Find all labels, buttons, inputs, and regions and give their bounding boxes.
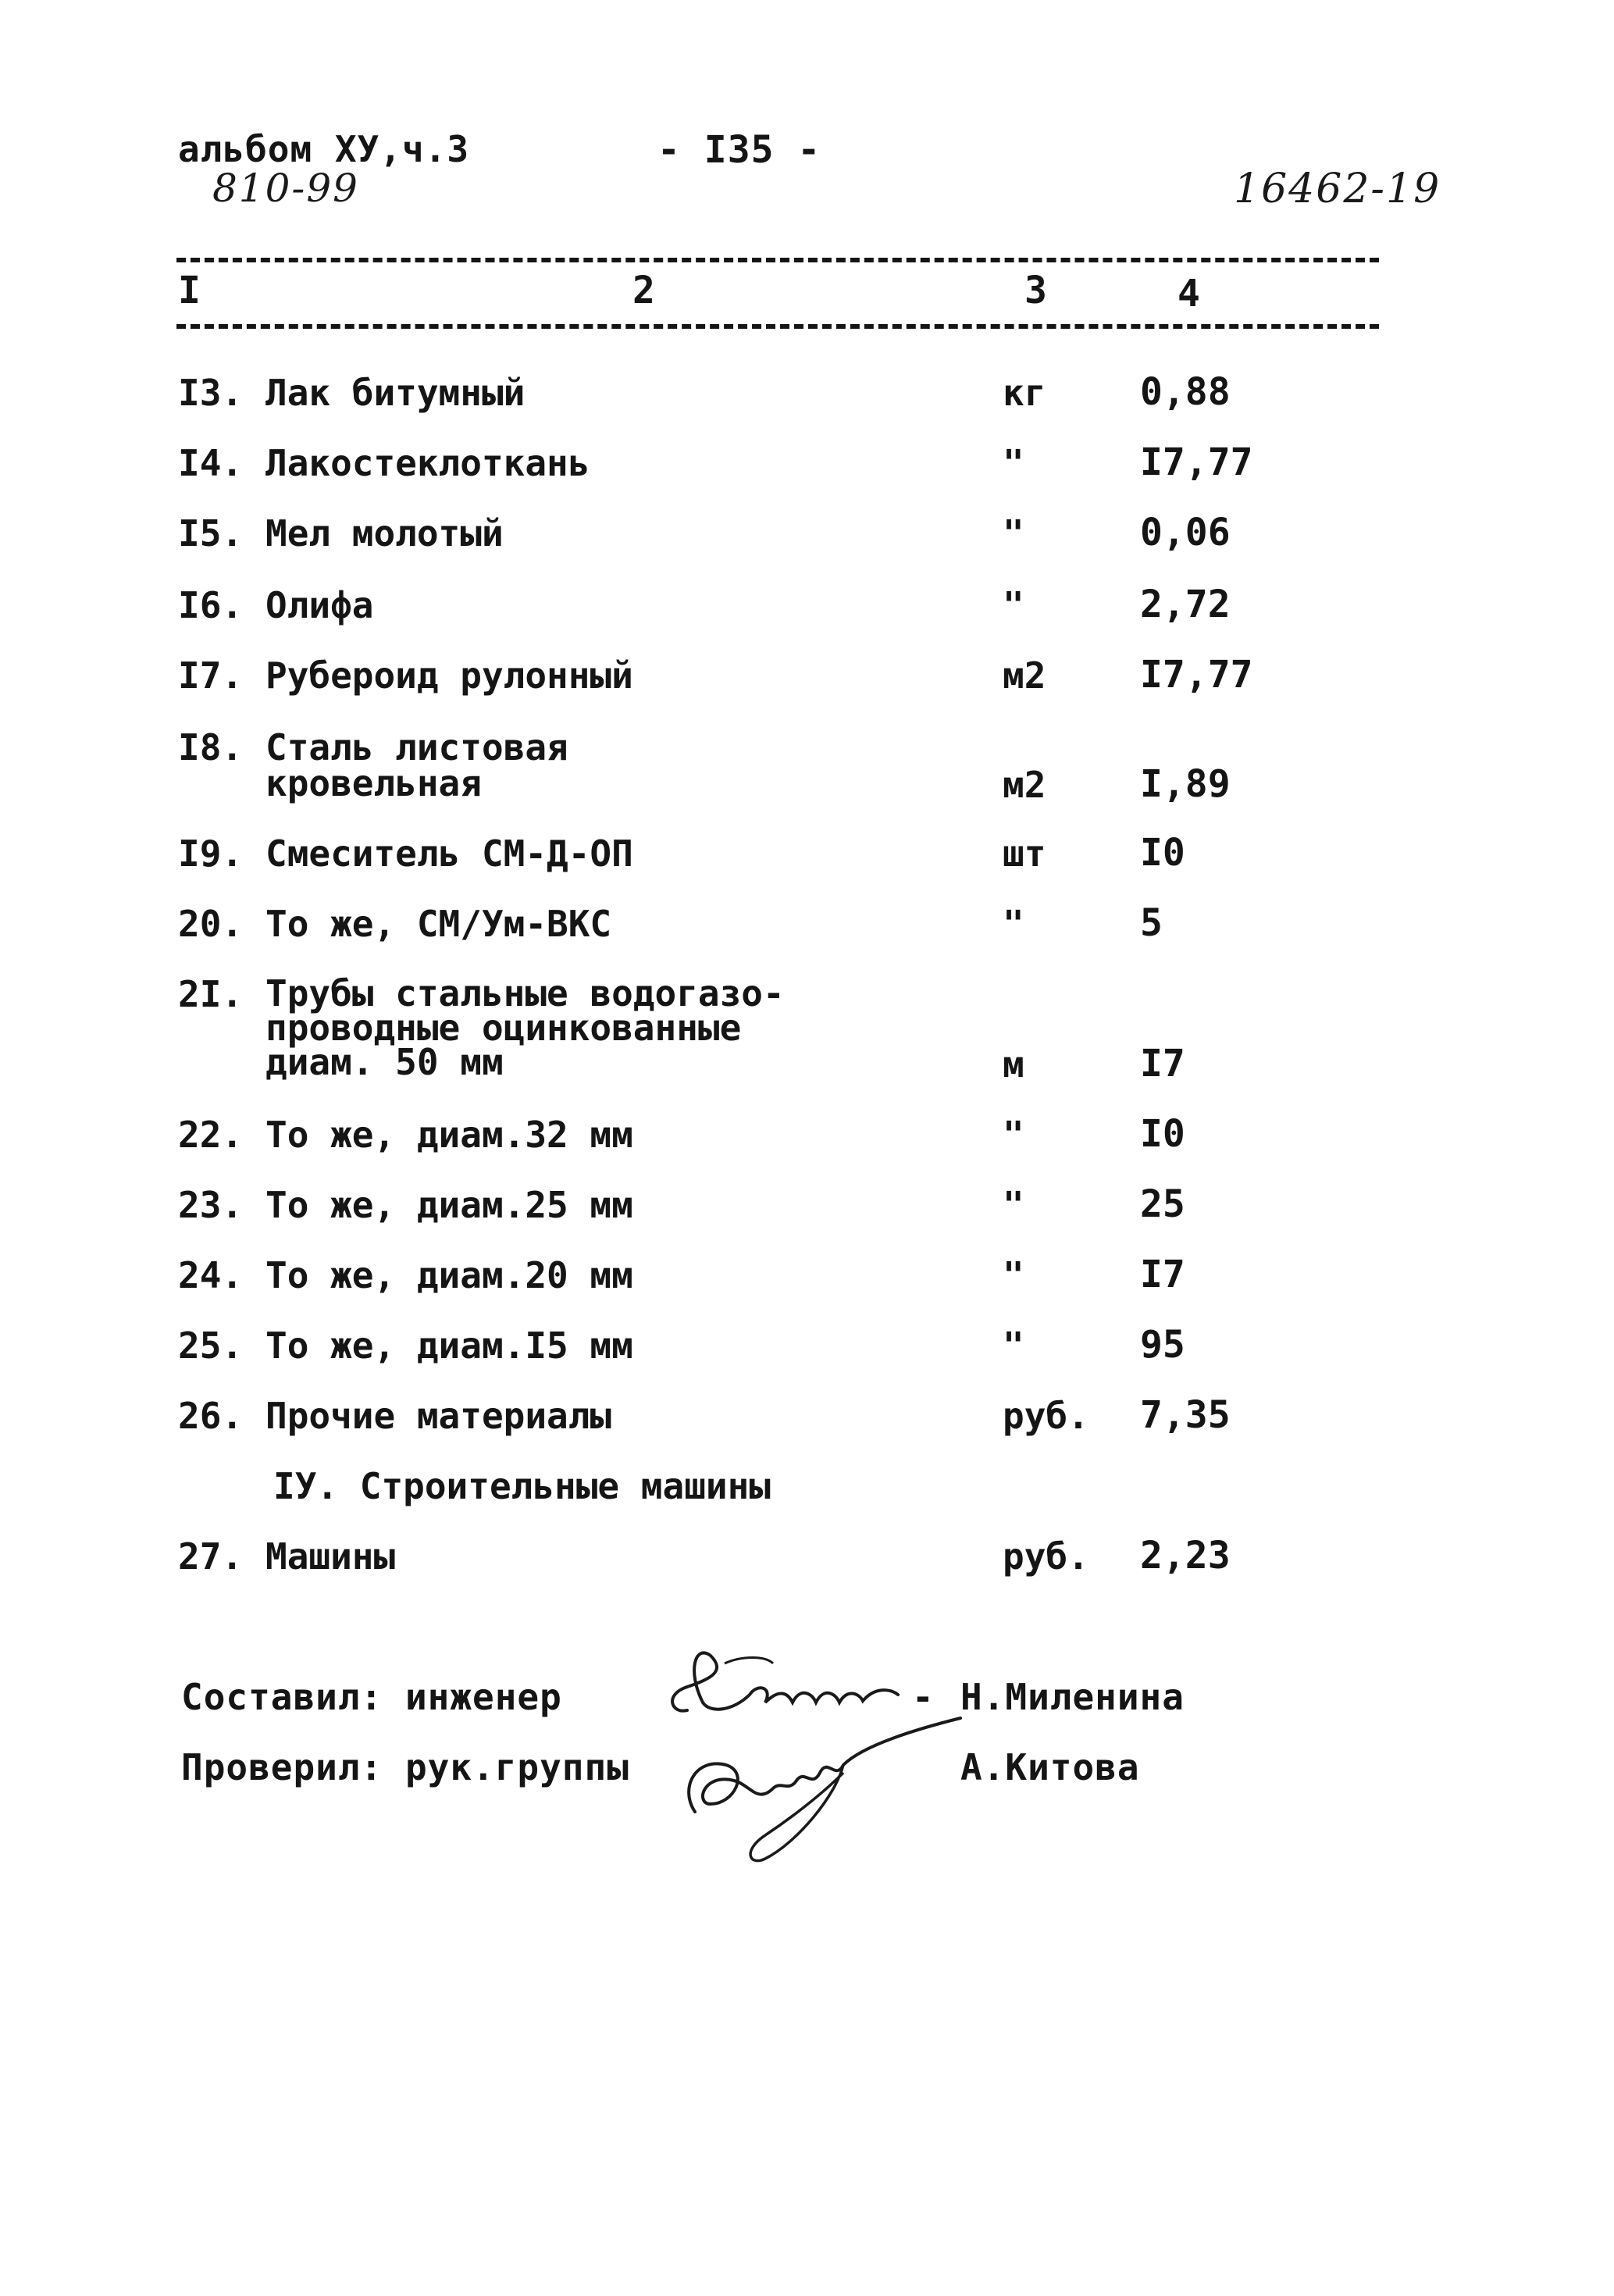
row-unit: шт [1003,832,1046,875]
header-rule-bottom [176,324,1379,329]
signature-group-lead [664,1695,992,1874]
section-heading: IУ. Строительные машины [273,1465,771,1507]
row-material-name: То же, диам.I5 мм [265,1324,633,1367]
column-header-3: 3 [1024,269,1048,312]
row-value: I0 [1140,1112,1185,1156]
row-material-name: Мел молотый [265,512,504,554]
row-number: 20. [178,903,244,945]
row-number: 22. [178,1114,244,1156]
row-value: 5 [1140,901,1163,945]
row-unit: " [1003,903,1024,945]
row-value: I0 [1140,831,1185,875]
row-material-name: Лак битумный [265,372,526,414]
row-value: 0,06 [1140,511,1231,554]
row-material-name: То же, СМ/Ум-ВКС [265,903,612,945]
handwritten-document-number: 16462-19 [1234,166,1441,212]
row-number: I6. [178,584,244,626]
row-unit: м2 [1003,654,1046,697]
row-material-name: Сталь листовая кровельная [265,726,568,804]
row-material-name: Рубероид рулонный [265,654,633,697]
row-number: I5. [178,512,244,554]
row-number: 27. [178,1535,244,1578]
row-value: 0,88 [1140,370,1231,414]
row-number: I3. [178,372,244,414]
row-value: I,89 [1140,762,1231,806]
row-value: I7,77 [1140,653,1253,697]
row-value: I7 [1140,1042,1185,1086]
composed-by-dash: - [912,1676,935,1718]
page-number: - I35 - [657,128,821,172]
row-unit: " [1003,1324,1024,1367]
row-unit: " [1003,1114,1024,1156]
row-material-name: То же, диам.20 мм [265,1254,633,1296]
column-header-1: I [178,269,201,312]
row-unit: " [1003,442,1024,484]
row-number: 25. [178,1324,244,1367]
row-unit: руб. [1003,1395,1089,1437]
row-unit: кг [1003,372,1046,414]
album-label: альбом ХУ,ч.3 [178,128,470,170]
row-unit: м2 [1003,764,1046,806]
row-number: 2I. [178,973,244,1015]
row-number: 23. [178,1184,244,1226]
composed-by-label: Составил: инженер [181,1676,562,1718]
row-unit: " [1003,512,1024,554]
row-material-name: Машины [265,1535,396,1578]
header-rule-top [176,258,1379,262]
row-value: 25 [1140,1182,1185,1226]
row-material-name: Трубы стальные водогазо- проводные оцинкованные диам. 50 мм [265,972,785,1083]
row-unit: " [1003,1184,1024,1226]
row-unit: м [1003,1043,1024,1086]
row-number: 26. [178,1395,244,1437]
checked-by-label: Проверил: рук.группы [181,1746,629,1788]
row-number: I4. [178,442,244,484]
row-value: I7 [1140,1253,1185,1296]
row-material-name: Олифа [265,584,374,626]
row-material-name: То же, диам.32 мм [265,1114,633,1156]
row-unit: " [1003,1254,1024,1296]
column-header-4: 4 [1178,272,1201,316]
row-material-name: Прочие материалы [265,1395,612,1437]
row-number: I9. [178,832,244,875]
handwritten-series-number: 810-99 [212,166,359,211]
row-value: 2,23 [1140,1534,1231,1578]
row-number: I7. [178,654,244,697]
row-value: 7,35 [1140,1393,1231,1437]
row-unit: " [1003,584,1024,626]
row-material-name: Лакостеклоткань [265,442,590,484]
row-value: I7,77 [1140,440,1253,484]
row-material-name: Смеситель СМ-Д-ОП [265,832,633,875]
composed-by-name: Н.Миленина [960,1676,1185,1718]
checked-by-name: А.Китова [960,1746,1140,1788]
row-material-name: То же, диам.25 мм [265,1184,633,1226]
row-unit: руб. [1003,1535,1089,1578]
column-header-2: 2 [632,269,656,312]
row-number: I8. [178,726,244,768]
row-value: 95 [1140,1323,1185,1367]
row-value: 2,72 [1140,583,1231,626]
row-number: 24. [178,1254,244,1296]
